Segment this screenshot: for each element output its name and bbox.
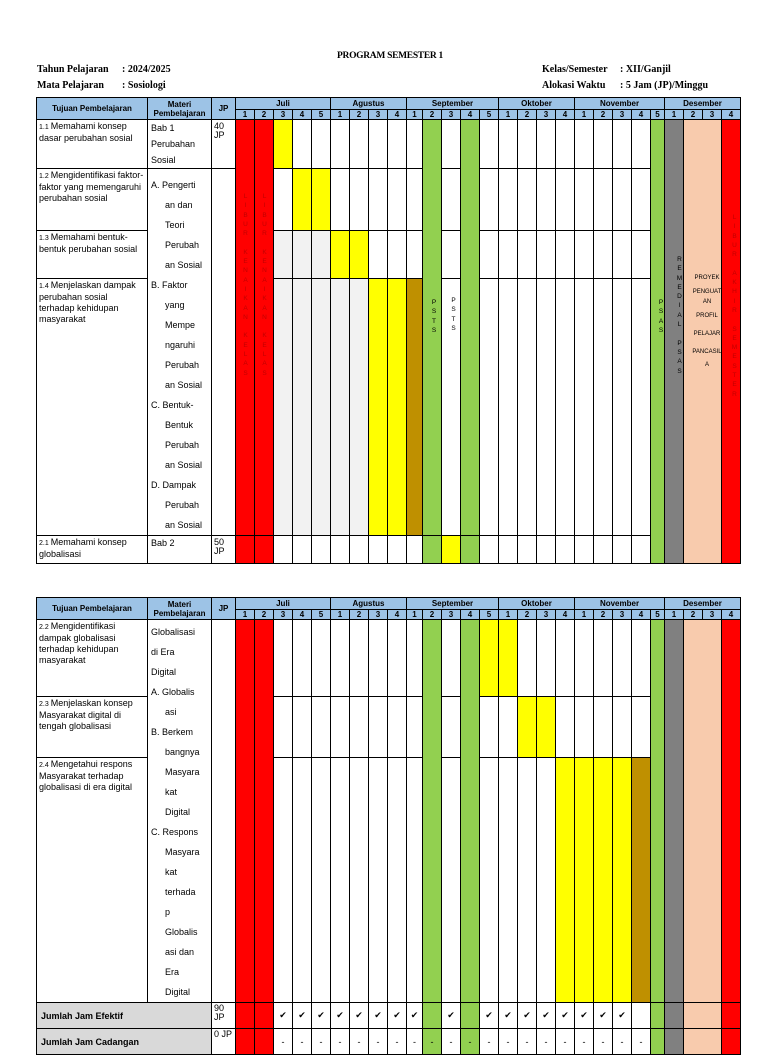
- tujuan-1-3: 1.3 Memahami bentuk-bentuk perubahan sosial: [37, 230, 148, 278]
- schedule-table-1: [36, 97, 741, 564]
- check-mark: ✔: [407, 1003, 423, 1029]
- dash-mark: -: [613, 1029, 632, 1055]
- check-mark: ✔: [556, 1003, 575, 1029]
- week-label: 3: [537, 110, 556, 120]
- kelas-value: : XII/Ganjil: [620, 64, 671, 75]
- week-label: 4: [461, 110, 480, 120]
- total-efektif-label: Jumlah Jam Efektif: [37, 1003, 212, 1029]
- tahun-value: : 2024/2025: [122, 64, 171, 75]
- week-label: 1: [236, 110, 255, 120]
- week-label: 4: [293, 110, 312, 120]
- week-label: 3: [613, 610, 632, 620]
- week-label: 4: [461, 610, 480, 620]
- dash-mark: -: [331, 1029, 350, 1055]
- week-label: 2: [594, 110, 613, 120]
- week-label: 1: [499, 110, 518, 120]
- week-label: 1: [407, 110, 423, 120]
- check-mark: ✔: [613, 1003, 632, 1029]
- check-mark: ✔: [499, 1003, 518, 1029]
- check-mark: ✔: [480, 1003, 499, 1029]
- psts-label: P S T S: [451, 297, 456, 332]
- check-mark: ✔: [537, 1003, 556, 1029]
- mapel-value: : Sosiologi: [122, 80, 166, 91]
- tujuan-1-4: 1.4 Menjelaskan dampak perubahan sosial terhadap kehidupan masyarakat: [37, 279, 148, 536]
- check-mark: ✔: [274, 1003, 293, 1029]
- week-label: 5: [312, 110, 331, 120]
- week-label: 2: [684, 610, 703, 620]
- dash-mark: -: [442, 1029, 461, 1055]
- month-november: November: [575, 98, 665, 110]
- col-tujuan: Tujuan Pembelajaran: [37, 598, 148, 620]
- week-label: 1: [499, 610, 518, 620]
- week-label: 1: [407, 610, 423, 620]
- psts-label: P S T S: [431, 299, 437, 334]
- week-label: 1: [331, 110, 350, 120]
- week-label: 4: [632, 610, 651, 620]
- week-label: 2: [423, 110, 442, 120]
- libur-kenaikan-label: L I B U R K E N A I K A N K E L A S: [262, 193, 267, 377]
- total-cadangan-label: Jumlah Jam Cadangan: [37, 1029, 212, 1055]
- month-oktober: Oktober: [499, 98, 575, 110]
- alokasi-value: : 5 Jam (JP)/Minggu: [620, 80, 709, 91]
- month-juli: Juli: [236, 98, 331, 110]
- libur-kenaikan-label: L I B U R K E N A I K A N K E L A S: [243, 193, 248, 377]
- kelas-label: Kelas/Semester: [542, 64, 608, 75]
- alokasi-label: Alokasi Waktu: [542, 80, 606, 91]
- week-label: 3: [703, 610, 722, 620]
- dash-mark: -: [556, 1029, 575, 1055]
- check-mark: ✔: [575, 1003, 594, 1029]
- month-juli: Juli: [236, 598, 331, 610]
- week-label: 1: [575, 110, 594, 120]
- week-label: 2: [684, 110, 703, 120]
- week-label: 1: [665, 610, 684, 620]
- week-label: 4: [722, 110, 741, 120]
- week-label: 5: [480, 610, 499, 620]
- week-label: 3: [369, 110, 388, 120]
- month-agustus: Agustus: [331, 98, 407, 110]
- week-label: 3: [613, 110, 632, 120]
- week-label: 4: [556, 610, 575, 620]
- dash-mark: -: [480, 1029, 499, 1055]
- check-mark: ✔: [331, 1003, 350, 1029]
- tujuan-2-4: 2.4 Mengetahui respons Masyarakat terhadap globalisasi di era digital: [37, 758, 148, 1003]
- week-label: 2: [423, 610, 442, 620]
- dash-mark: -: [518, 1029, 537, 1055]
- week-label: 5: [312, 610, 331, 620]
- dash-mark: -: [369, 1029, 388, 1055]
- month-november: November: [575, 598, 665, 610]
- check-mark: ✔: [312, 1003, 331, 1029]
- materi-bab1: Bab 1 Perubahan Sosial: [148, 120, 212, 169]
- week-label: 1: [575, 610, 594, 620]
- materi-bab2-detail: Globalisasi di Era Digital A. Globalis asi B. Berkem bangnya Masyara kat Digital C. Respons Masyara kat terhada p Globalis asi dan Era Digital: [148, 620, 212, 1003]
- dash-mark: -: [499, 1029, 518, 1055]
- proyek-label: PROYEK PENGUAT AN PROFIL PELAJAR PANCASIL A: [692, 275, 722, 368]
- month-desember: Desember: [665, 98, 741, 110]
- tujuan-2-2: 2.2 Mengidentifikasi dampak globalisasi terhadap kehidupan masyarakat: [37, 620, 148, 697]
- check-mark: ✔: [388, 1003, 407, 1029]
- col-materi: Materi Pembelajaran: [148, 98, 212, 120]
- dash-mark: -: [537, 1029, 556, 1055]
- month-september: September: [407, 598, 499, 610]
- schedule-table-2: [36, 597, 741, 1055]
- dash-mark: -: [350, 1029, 369, 1055]
- week-label: 3: [703, 110, 722, 120]
- materi-bab1-detail: A. Pengerti an dan Teori Perubah an Sosial B. Faktor yang Mempe ngaruhi Perubah an Sosial C. Bentuk- Bentuk Perubah an Sosial D. Dampak Perubah an Sosial: [148, 169, 212, 536]
- month-desember: Desember: [665, 598, 741, 610]
- col-jp: JP: [212, 598, 236, 620]
- mapel-label: Mata Pelajaran: [37, 80, 104, 91]
- week-label: 2: [350, 110, 369, 120]
- week-label: 4: [293, 610, 312, 620]
- month-oktober: Oktober: [499, 598, 575, 610]
- col-jp: JP: [212, 98, 236, 120]
- check-mark: ✔: [293, 1003, 312, 1029]
- week-label: 5: [480, 110, 499, 120]
- week-label: 1: [331, 610, 350, 620]
- dash-mark: -: [312, 1029, 331, 1055]
- week-label: 2: [518, 110, 537, 120]
- tahun-label: Tahun Pelajaran: [37, 64, 109, 75]
- week-label: 5: [651, 610, 665, 620]
- week-label: 4: [388, 610, 407, 620]
- dash-mark: -: [575, 1029, 594, 1055]
- tujuan-1-2: 1.2 Mengidentifikasi faktor-faktor yang memengaruhi perubahan sosial: [37, 169, 148, 231]
- libur-akhir-semester-label: L I B U R A K H I R S E M E S T E R: [731, 214, 738, 398]
- week-label: 3: [537, 610, 556, 620]
- col-tujuan: Tujuan Pembelajaran: [37, 98, 148, 120]
- check-mark: ✔: [518, 1003, 537, 1029]
- check-mark: ✔: [369, 1003, 388, 1029]
- week-label: 3: [274, 610, 293, 620]
- week-label: 2: [518, 610, 537, 620]
- check-mark: ✔: [442, 1003, 461, 1029]
- week-label: 2: [255, 610, 274, 620]
- jp-bab1: 40 JP: [212, 120, 236, 169]
- week-label: 3: [274, 110, 293, 120]
- check-mark: ✔: [350, 1003, 369, 1029]
- psas-label: P S A S: [658, 299, 664, 334]
- week-label: 3: [369, 610, 388, 620]
- col-materi: Materi Pembelajaran: [148, 598, 212, 620]
- jp-bab2: 50 JP: [212, 536, 236, 564]
- month-september: September: [407, 98, 499, 110]
- dash-mark: -: [594, 1029, 613, 1055]
- week-label: 2: [350, 610, 369, 620]
- remedial-psas-label: R E M E D I A L P S A S: [676, 256, 683, 375]
- total-cadangan-jp: 0 JP: [212, 1029, 236, 1055]
- week-label: 2: [594, 610, 613, 620]
- week-label: 3: [442, 610, 461, 620]
- week-label: 4: [556, 110, 575, 120]
- tujuan-1-1: 1.1 Memahami konsep dasar perubahan sosial: [37, 120, 148, 169]
- dash-mark: -: [388, 1029, 407, 1055]
- materi-bab2: Bab 2: [148, 536, 212, 564]
- week-label: 1: [665, 110, 684, 120]
- week-label: 5: [651, 110, 665, 120]
- week-label: 4: [388, 110, 407, 120]
- dash-mark: -: [274, 1029, 293, 1055]
- dash-mark: -: [293, 1029, 312, 1055]
- dash-mark: -: [461, 1029, 480, 1055]
- dash-mark: -: [632, 1029, 651, 1055]
- week-label: 4: [632, 110, 651, 120]
- dash-mark: -: [407, 1029, 423, 1055]
- page-title: PROGRAM SEMESTER 1: [337, 51, 443, 61]
- week-label: 2: [255, 110, 274, 120]
- tujuan-2-1: 2.1 Memahami konsep globalisasi: [37, 536, 148, 564]
- week-label: 3: [442, 110, 461, 120]
- check-mark: ✔: [594, 1003, 613, 1029]
- total-efektif-jp: 90 JP: [212, 1003, 236, 1029]
- week-label: 4: [722, 610, 741, 620]
- month-agustus: Agustus: [331, 598, 407, 610]
- tujuan-2-3: 2.3 Menjelaskan konsep Masyarakat digital di tengah globalisasi: [37, 696, 148, 758]
- week-label: 1: [236, 610, 255, 620]
- dash-mark: -: [423, 1029, 442, 1055]
